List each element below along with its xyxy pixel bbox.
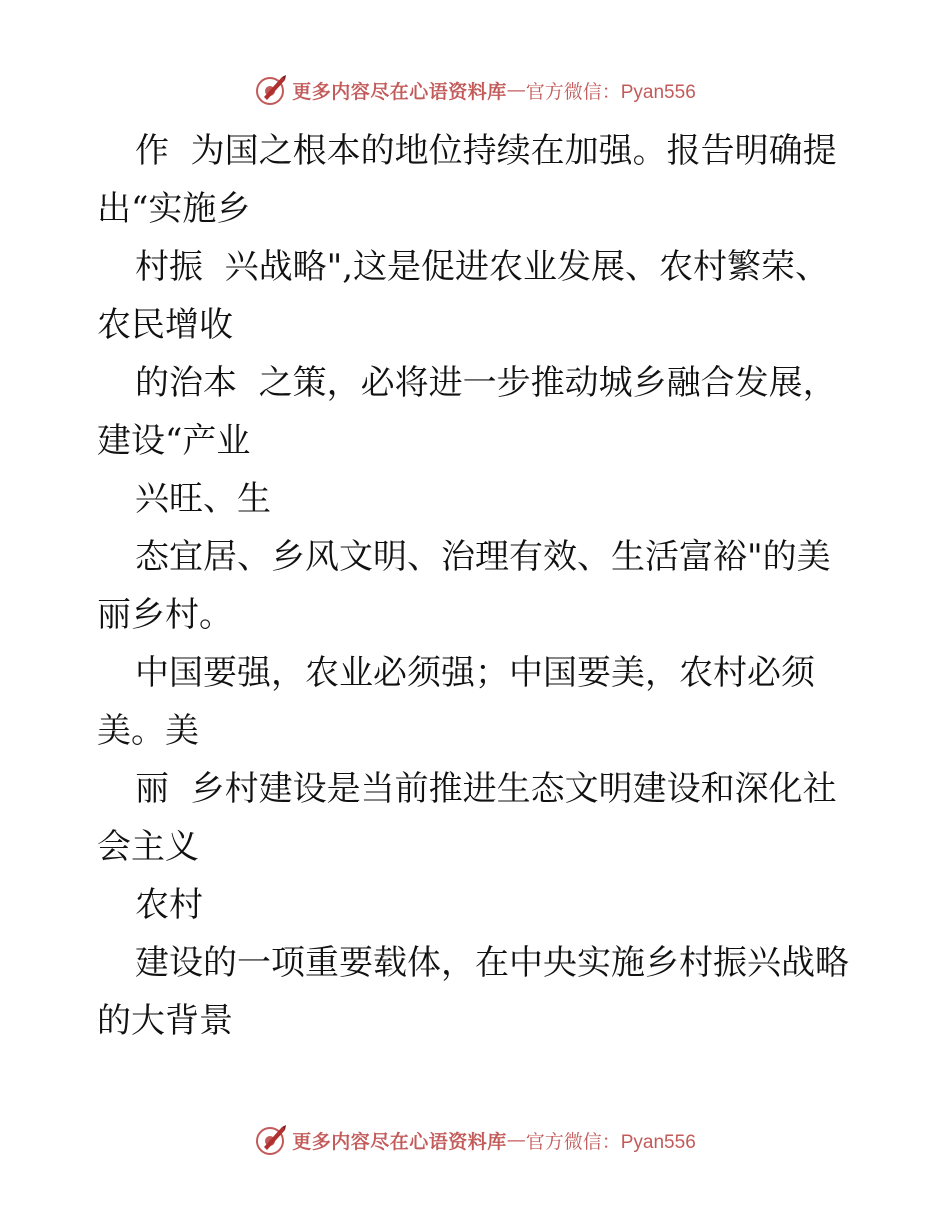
pen-logo-icon — [254, 1123, 288, 1157]
banner-separator: — — [506, 79, 526, 101]
body-text — [97, 122, 857, 1050]
text-line: 的治本 之策，必将进一步推动城乡融合发展， — [135, 363, 837, 403]
pen-logo-icon — [254, 73, 288, 107]
text-line: 村振 兴战略",这是促进农业发展、农村繁荣、 — [135, 247, 830, 287]
text-line: 会主义 — [97, 827, 199, 867]
banner-main-text: 更多内容尽在心语资料库 — [292, 1130, 507, 1153]
text-line: 丽 乡村建设是当前推进生态文明建设和深化社 — [135, 769, 837, 809]
text-line: 建设“产业 — [97, 421, 251, 461]
text-line: 农村 — [135, 885, 203, 925]
text-line: 出“实施乡 — [97, 189, 251, 229]
text-line: 的大背景 — [97, 1001, 233, 1041]
banner-main-text: 更多内容尽在心语资料库 — [292, 80, 507, 103]
text-line: 作 为国之根本的地位持续在加强。报告明确提 — [135, 131, 837, 171]
text-line: 农民增收 — [97, 305, 233, 345]
text-line: 中国要强，农业必须强；中国要美，农村必须 — [135, 653, 815, 693]
text-line: 态宜居、乡风文明、治理有效、生活富裕"的美 — [135, 537, 831, 577]
footer-banner — [0, 1120, 950, 1160]
header-banner — [0, 70, 950, 110]
text-line: 美。美 — [97, 711, 199, 751]
text-line: 建设的一项重要载体，在中央实施乡村振兴战略 — [135, 943, 849, 983]
text-line: 兴旺、生 — [135, 479, 271, 519]
banner-wechat-text: 官方微信：Pyan556 — [525, 1131, 696, 1153]
text-line: 丽乡村。 — [97, 595, 233, 635]
banner-wechat-text: 官方微信：Pyan556 — [525, 81, 696, 103]
banner-separator: — — [506, 1129, 526, 1151]
